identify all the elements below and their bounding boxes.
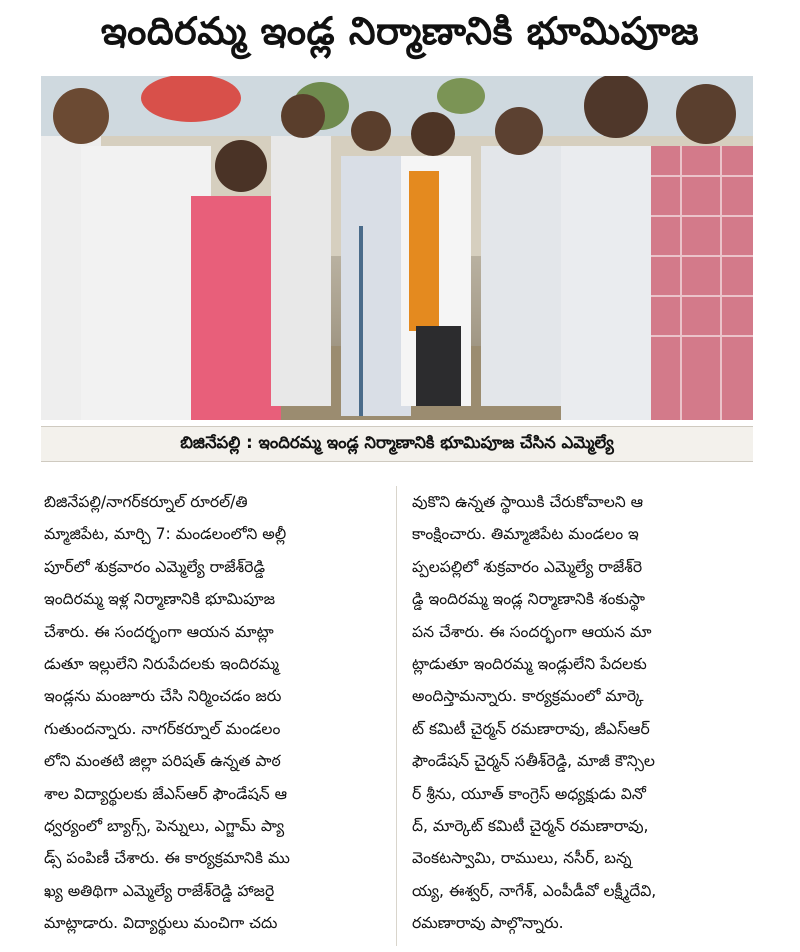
article-line: మాట్లాడారు. విద్యార్థులు మంచిగా చదు [44,914,278,933]
article-line: డ్స్ పంపిణీ చేశారు. ఈ కార్యక్రమానికి ము [44,849,290,868]
article-column-left [44,486,384,940]
article-line: ద్, మార్కెట్ కమిటీ చైర్మన్ రమణారావు, [412,817,649,836]
article-line: ప్పలపల్లిలో శుక్రవారం ఎమ్మెల్యే రాజేశ్‌రె [412,557,643,576]
article-line: శాల విద్యార్థులకు జేఎస్‌ఆర్ ఫౌండేషన్ ఆ [44,784,288,803]
news-photo [41,76,753,420]
article-line: కాంక్షించారు. తిమ్మాజిపేట మండలం ఇ [412,525,639,544]
article-line: బిజినేపల్లి/నాగర్‌కర్నూల్ రూరల్/తి [44,493,248,511]
article-line: ర్ శ్రీను, యూత్ కాంగ్రెస్ అధ్యక్షుడు వినో [412,784,646,803]
article-column-right [412,486,752,940]
article-line: ఫౌండేషన్ చైర్మన్ సతీశ్‌రెడ్డి, మాజీ కౌన్సిల [412,752,655,771]
photo-caption: బిజినేపల్లి : ఇందిరమ్మ ఇండ్ల నిర్మాణానికి భూమిపూజ చేసిన ఎమ్మెల్యే [41,426,753,462]
article-line: ఖ్య అతిథిగా ఎమ్మెల్యే రాజేశ్‌రెడ్డి హాజరై [44,881,275,900]
article-line: ఇందిరమ్మ ఇళ్ల నిర్మాణానికి భూమిపూజ [44,590,275,609]
article-line: ట్లాడుతూ ఇందిరమ్మ ఇండ్లులేని పేదలకు [412,655,647,674]
article-line: పూర్‌లో శుక్రవారం ఎమ్మెల్యే రాజేశ్‌రెడ్డి [44,557,266,576]
article-line: మ్మాజిపేట, మార్చి 7: మండలంలోని అల్లీ [44,525,287,544]
article-line: లోని మంతటి జిల్లా పరిషత్ ఉన్నత పాఠ [44,752,281,771]
article-line: గుతుందన్నారు. నాగర్‌కర్నూల్ మండలం [44,719,281,738]
article-line: డుతూ ఇల్లులేని నిరుపేదలకు ఇందిరమ్మ [44,655,279,674]
crowd-illustration [41,76,753,420]
article-line: య్య, ఈశ్వర్, నాగేశ్, ఎంపీడీవో లక్ష్మీదేవి, [412,881,657,900]
article-line: ట్ కమిటీ చైర్మన్ రమణారావు, జీఎస్‌ఆర్ [412,719,650,738]
article-line: ఇండ్లను మంజూరు చేసి నిర్మించడం జరు [44,687,282,706]
article-line: వుకొని ఉన్నత స్థాయికి చేరుకోవాలని ఆ [412,493,644,511]
article-line: చేశారు. ఈ సందర్భంగా ఆయన మాట్లా [44,622,274,641]
article-line: డ్డి ఇందిరమ్మ ఇండ్ల నిర్మాణానికి శంకుస్థా [412,590,646,609]
headline: ఇందిరమ్మ ఇండ్ల నిర్మాణానికి భూమిపూజ [100,9,700,53]
article-line: వెంకటస్వామి, రాములు, నసీర్, బన్న [412,849,632,868]
article-line: అందిస్తామన్నారు. కార్యక్రమంలో మార్కె [412,687,644,706]
article-line: ధ్వర్యంలో బ్యాగ్స్, పెన్నులు, ఎగ్జామ్ ప్యా [44,817,285,836]
article-line: రమణారావు పాల్గొన్నారు. [412,914,564,933]
column-divider [396,486,397,946]
article-line: పన చేశారు. ఈ సందర్భంగా ఆయన మా [412,622,652,641]
